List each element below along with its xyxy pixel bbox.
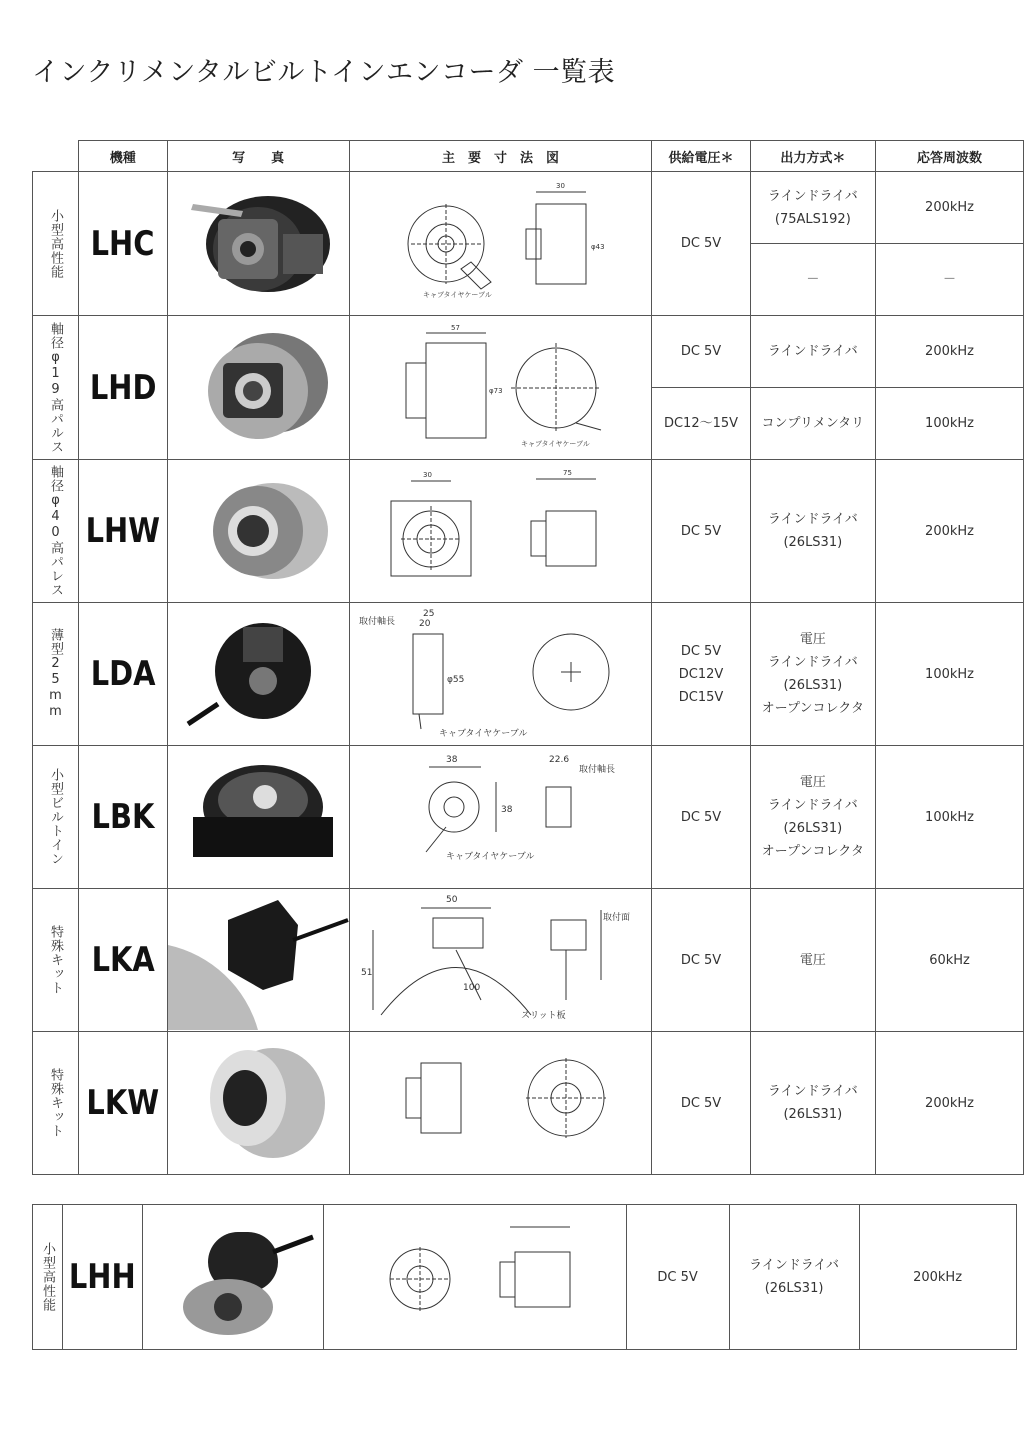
voltage-cell: DC 5V (652, 1032, 750, 1175)
frequency-cell: 100kHz (876, 603, 1024, 746)
product-photo (167, 603, 349, 746)
model-name: LHH (68, 1257, 136, 1297)
category-label: 特殊キット (48, 925, 63, 995)
drawing-label: スリット板 (520, 1011, 566, 1021)
category-label: 軸径φ19高パルス (48, 321, 63, 454)
output-cell: 電圧 (750, 889, 875, 1032)
encoder-photo-lhw (173, 466, 343, 596)
product-photo (167, 316, 349, 460)
frequency-cell: 200kHz (876, 316, 1024, 388)
frequency-cell: 200kHz (859, 1205, 1016, 1350)
header-drawing: 主 要 寸 法 図 (349, 141, 652, 172)
header-row (33, 141, 1024, 172)
drawing-label: キャブタイヤケーブル (445, 852, 534, 862)
product-photo (167, 460, 349, 603)
category-label: 軸径φ40高パレス (48, 465, 63, 597)
drawing-label: 75 (562, 469, 572, 477)
output-cell: ラインドライバ (26LS31) (750, 460, 875, 603)
drawing-label: 25 (422, 609, 434, 619)
drawing-lhh (325, 1207, 625, 1347)
encoder-photo-lkw (173, 1038, 343, 1168)
drawing-label: キャブタイヤケーブル (520, 439, 590, 448)
model-name: LHD (89, 367, 157, 408)
voltage-cell: DC12～15V (652, 388, 750, 460)
output-cell: ラインドライバ (26LS31) (729, 1205, 859, 1350)
drawing-lkw (351, 1033, 651, 1173)
header-spacer (33, 141, 79, 172)
encoder-photo-lhh (148, 1212, 318, 1342)
table-row (33, 1205, 1017, 1350)
model-name: LDA (90, 654, 156, 694)
drawing-label: 57 (450, 323, 460, 332)
voltage-cell: DC 5V (652, 316, 750, 388)
model-name: LHC (90, 223, 155, 264)
drawing-label: φ43 (590, 242, 605, 251)
table-row (33, 460, 1024, 603)
encoder-photo-lbk (173, 752, 343, 882)
dimension-drawing (349, 746, 652, 889)
voltage-cell: DC 5V (652, 889, 750, 1032)
frequency-cell: 100kHz (876, 746, 1024, 889)
drawing-label: 20 (418, 619, 430, 629)
output-cell: コンプリメンタリ (750, 388, 875, 460)
drawing-label: 50 (445, 895, 457, 905)
drawing-lda (351, 604, 651, 744)
output-cell: － (750, 244, 875, 316)
encoder-photo-lhc (173, 179, 343, 309)
voltage-cell: DC 5V (652, 172, 750, 316)
header-output: 出力方式＊ (750, 141, 875, 172)
header-voltage: 供給電圧＊ (652, 141, 750, 172)
encoder-photo-lda (173, 609, 343, 739)
header-photo: 写 真 (167, 141, 349, 172)
drawing-label: 30 (555, 181, 565, 190)
dimension-drawing (349, 603, 652, 746)
product-photo (167, 889, 349, 1032)
encoder-table (32, 140, 1024, 1175)
table-row (33, 1032, 1024, 1175)
category-label: 小型高性能 (48, 208, 63, 279)
page-title: インクリメンタルビルトインエンコーダ 一覧表 (32, 57, 616, 88)
table-row (33, 316, 1024, 388)
dimension-drawing (349, 889, 652, 1032)
drawing-lhd (351, 318, 651, 458)
category-label: 小型ビルトイン (48, 768, 63, 866)
voltage-cell: DC 5V DC12V DC15V (652, 603, 750, 746)
encoder-photo-lhd (173, 323, 343, 453)
drawing-label: キャブタイヤケーブル (438, 729, 527, 739)
category-label: 薄型25mm (48, 628, 63, 720)
table-row (33, 172, 1024, 244)
drawing-label: キャブタイヤケーブル (422, 290, 492, 299)
category-label: 小型高性能 (40, 1242, 55, 1312)
drawing-label: φ55 (446, 675, 464, 685)
output-cell: 電圧 ラインドライバ (26LS31) オープンコレクタ (750, 746, 875, 889)
dimension-drawing (349, 1032, 652, 1175)
table-row (33, 889, 1024, 1032)
frequency-cell: 200kHz (876, 1032, 1024, 1175)
product-photo (142, 1205, 323, 1350)
drawing-label: 38 (500, 805, 512, 815)
header-model: 機種 (79, 141, 168, 172)
output-cell: ラインドライバ (750, 316, 875, 388)
frequency-cell: 200kHz (876, 172, 1024, 244)
dimension-drawing (349, 316, 652, 460)
drawing-label: 取付軸長 (578, 765, 615, 775)
model-name: LHW (85, 511, 161, 551)
encoder-table-secondary (32, 1204, 1017, 1350)
drawing-label: 100 (462, 983, 480, 993)
header-frequency: 応答周波数 (876, 141, 1024, 172)
output-cell: ラインドライバ (26LS31) (750, 1032, 875, 1175)
table-row (33, 603, 1024, 746)
drawing-lhc (351, 174, 651, 314)
dimension-drawing (349, 460, 652, 603)
drawing-label: φ73 (488, 386, 503, 395)
drawing-lka (351, 890, 651, 1030)
voltage-cell: DC 5V (626, 1205, 729, 1350)
output-cell: ラインドライバ (75ALS192) (750, 172, 875, 244)
model-name: LBK (91, 797, 155, 837)
drawing-label: 30 (422, 471, 432, 479)
product-photo (167, 746, 349, 889)
frequency-cell: 100kHz (876, 388, 1024, 460)
drawing-label: 22.6 (548, 755, 569, 765)
frequency-cell: － (876, 244, 1024, 316)
model-name: LKA (91, 940, 155, 980)
drawing-label: 51 (360, 968, 372, 978)
frequency-cell: 60kHz (876, 889, 1024, 1032)
encoder-photo-lka (168, 890, 349, 1030)
category-label: 特殊キット (48, 1068, 63, 1138)
model-name: LKW (86, 1083, 160, 1123)
product-photo (167, 172, 349, 316)
drawing-label: 取付面 (602, 913, 630, 923)
frequency-cell: 200kHz (876, 460, 1024, 603)
drawing-label: 38 (445, 755, 457, 765)
product-photo (167, 1032, 349, 1175)
drawing-lbk (351, 747, 651, 887)
voltage-cell: DC 5V (652, 746, 750, 889)
dimension-drawing (349, 172, 652, 316)
dimension-drawing (323, 1205, 626, 1350)
output-cell: 電圧 ラインドライバ (26LS31) オープンコレクタ (750, 603, 875, 746)
table-row (33, 746, 1024, 889)
drawing-lhw (351, 461, 651, 601)
voltage-cell: DC 5V (652, 460, 750, 603)
drawing-label: 取付軸長 (358, 617, 395, 627)
